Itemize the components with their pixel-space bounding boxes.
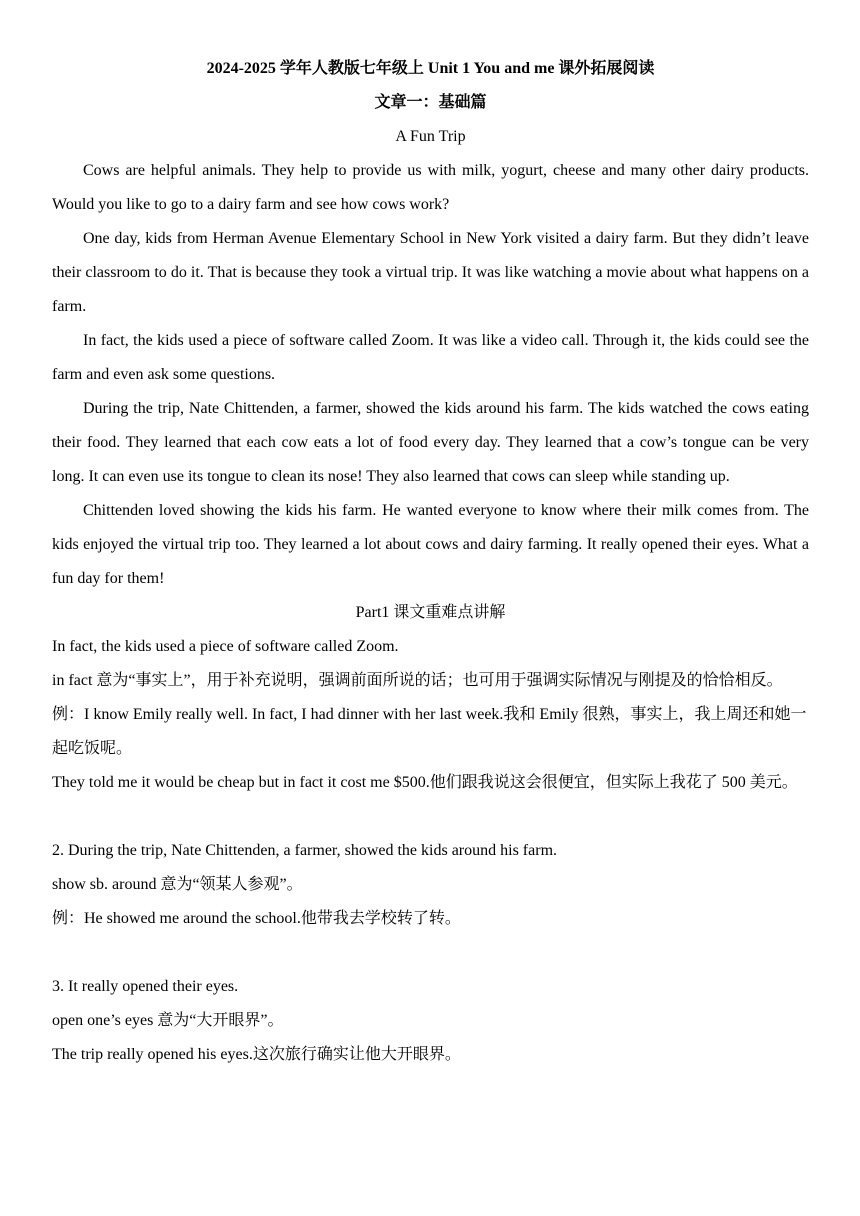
article-paragraph: Chittenden loved showing the kids his farm. He wanted everyone to know where their milk comes from. The kids enjoyed the virtual trip too. They learned a lot about cows and dairy farming. It really opened their eyes. What a fun day for them!	[52, 502, 809, 587]
point2-sentence: 2. During the trip, Nate Chittenden, a farmer, showed the kids around his farm.	[52, 842, 558, 859]
point3-explanation: open one’s eyes 意为“大开眼界”。	[52, 1012, 284, 1029]
blank-line	[52, 800, 809, 834]
point2-explanation: show sb. around 意为“领某人参观”。	[52, 876, 303, 893]
point1-example: 例：I know Emily really well. In fact, I had dinner with her last week.我和 Emily 很熟，事实上，我上周还和她一起吃饭呢。	[52, 706, 807, 757]
point3-example: The trip really opened his eyes.这次旅行确实让他大开眼界。	[52, 1046, 461, 1063]
part1-heading: Part1 课文重难点讲解	[355, 604, 506, 621]
article-paragraph: One day, kids from Herman Avenue Elementary School in New York visited a dairy farm. But they didn’t leave their classroom to do it. That is because they took a virtual trip. It was like watching a movie about what happens on a farm.	[52, 230, 809, 315]
point3-sentence: 3. It really opened their eyes.	[52, 978, 239, 995]
point2-example: 例：He showed me around the school.他带我去学校转了转。	[52, 910, 461, 927]
point1-sentence: In fact, the kids used a piece of software called Zoom.	[52, 638, 399, 655]
document-title: 2024-2025 学年人教版七年级上 Unit 1 You and me 课外拓展阅读	[206, 60, 655, 77]
point1-example: They told me it would be cheap but in fact it cost me $500.他们跟我说这会很便宜，但实际上我花了 500 美元。	[52, 774, 798, 791]
blank-line	[52, 936, 809, 970]
article-paragraph: During the trip, Nate Chittenden, a farmer, showed the kids around his farm. The kids watched the cows eating their food. They learned that each cow eats a lot of food every day. They learned that a cow’s tongue can be very long. It can even use its tongue to clean its nose! They also learned that cows can sleep while standing up.	[52, 400, 809, 485]
article-paragraph: Cows are helpful animals. They help to provide us with milk, yogurt, cheese and many other dairy products. Would you like to go to a dairy farm and see how cows work?	[52, 162, 809, 213]
article-paragraph: In fact, the kids used a piece of software called Zoom. It was like a video call. Through it, the kids could see the farm and even ask some questions.	[52, 332, 809, 383]
document-page	[52, 52, 809, 1072]
point1-explanation: in fact 意为“事实上”，用于补充说明，强调前面所说的话；也可用于强调实际情况与刚提及的恰恰相反。	[52, 672, 783, 689]
article-title: A Fun Trip	[395, 128, 466, 145]
section-subtitle: 文章一：基础篇	[374, 94, 487, 111]
